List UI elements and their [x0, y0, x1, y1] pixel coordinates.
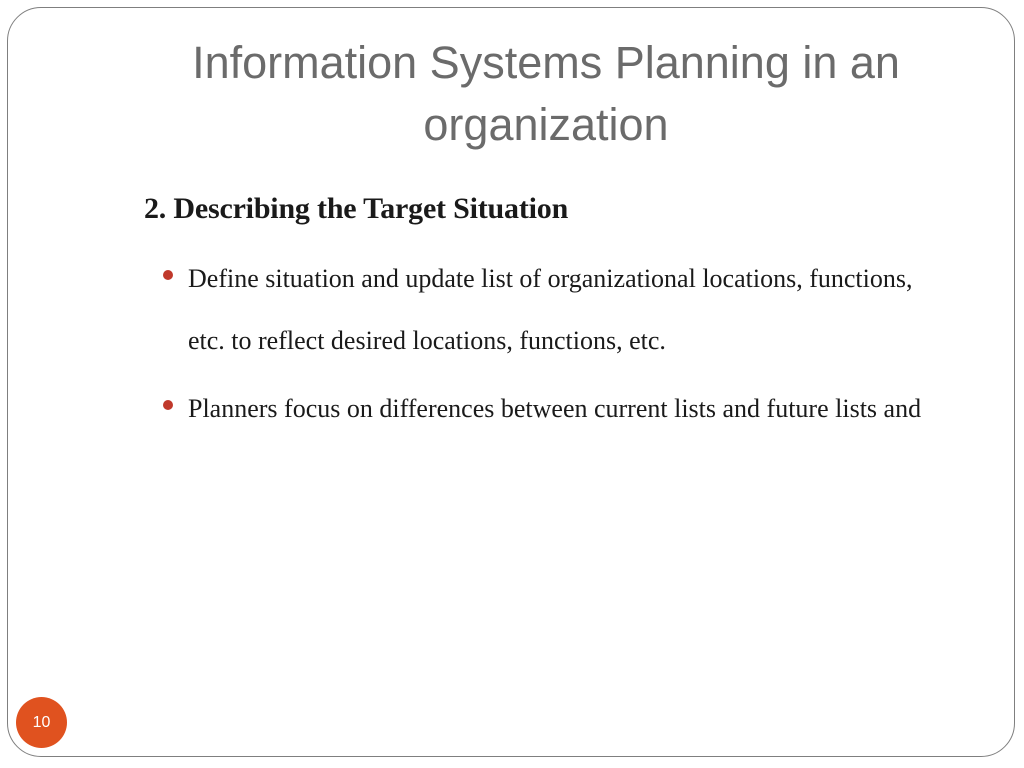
bullet-text: Define situation and update list of organizational locations, functions, etc. to reflect desired locations, functions, etc. [188, 264, 913, 355]
page-number: 10 [32, 713, 51, 731]
bullet-dot-icon [163, 270, 173, 280]
page-number-badge [16, 697, 67, 748]
bullet-text: Planners focus on differences between current lists and future lists and [188, 394, 922, 423]
slide-frame [7, 7, 1015, 757]
bullet-list [158, 248, 948, 446]
bullet-item [158, 248, 948, 372]
slide-title: Information Systems Planning in an organization [192, 37, 900, 150]
bullet-item [158, 378, 948, 440]
bullet-dot-icon [163, 400, 173, 410]
section-heading: 2. Describing the Target Situation [144, 192, 569, 225]
